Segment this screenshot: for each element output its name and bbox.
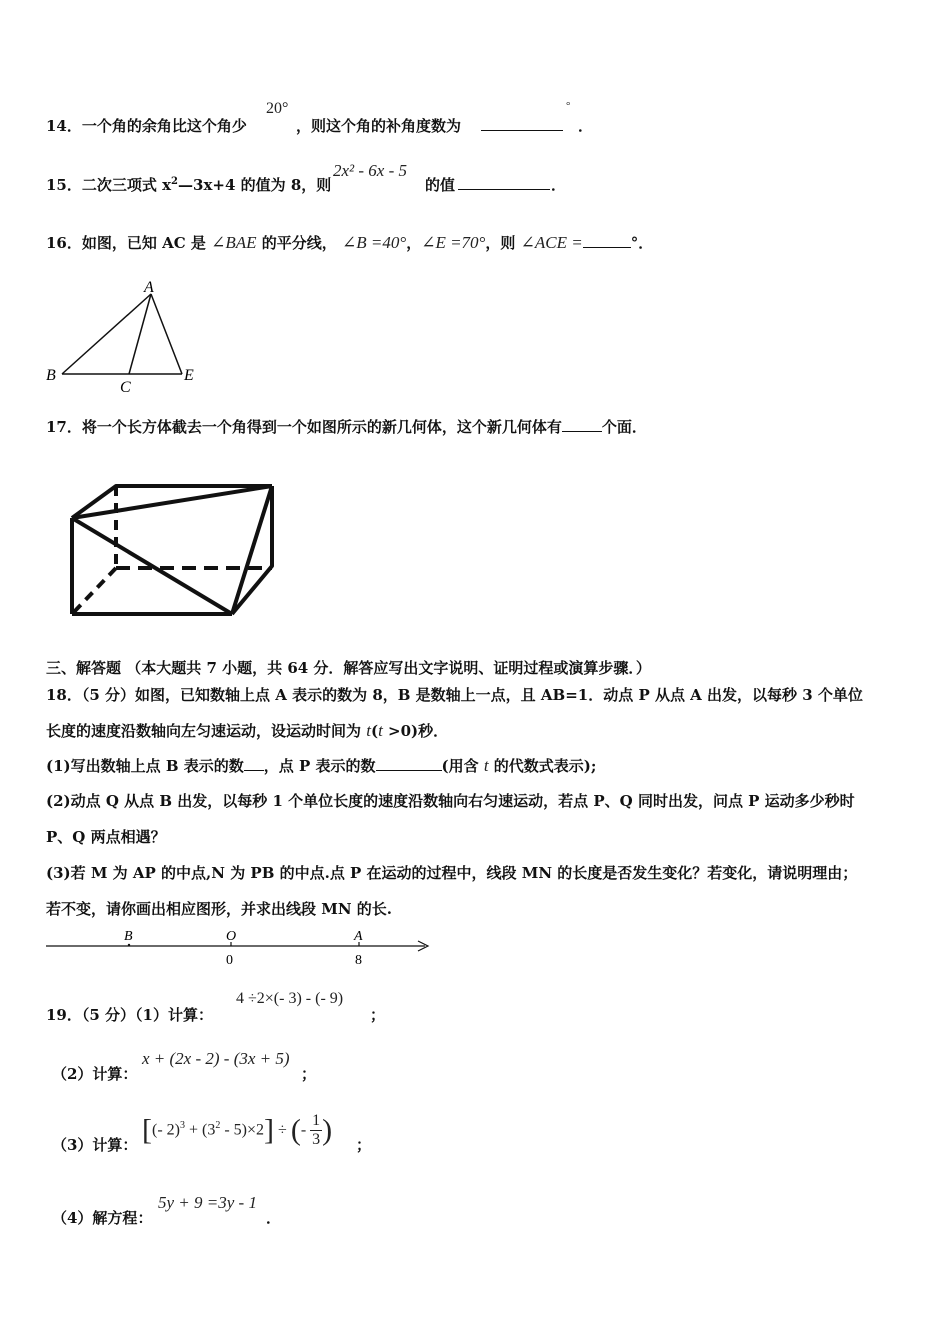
expr3-abs-right: ) xyxy=(322,1113,333,1147)
q19-part2-label: （2）计算： xyxy=(52,1065,138,1083)
q16-angle-ace: ∠ACE = xyxy=(520,233,583,252)
expr3-denominator: 3 xyxy=(312,1131,321,1148)
expr3-abs-left: ( xyxy=(290,1113,301,1147)
q19-expr4-end: ． xyxy=(266,1209,282,1227)
q18-part2-line1: (2)动点 Q 从点 B 出发，以每秒 1 个单位长度的速度沿数轴向右匀速运动，若点 P、Q 同时出发，问点 P 运动多少秒时 xyxy=(46,792,855,810)
q19-expr1-end: ； xyxy=(370,1006,386,1024)
q15-expr: 2x² - 6x - 5 xyxy=(333,161,408,180)
triangle-side-ab xyxy=(62,294,151,374)
q19-expr1: 4 ÷2×(- 3) - (- 9) xyxy=(236,990,344,1007)
expr3-a-sup: 3 xyxy=(179,1119,185,1131)
q17-solid-figure xyxy=(60,476,290,626)
q18-p1d: 的代数式表示); xyxy=(488,757,597,775)
q16-angle-bae: ∠BAE xyxy=(211,233,257,252)
q17-text-after: 个面． xyxy=(601,418,647,436)
q16-angle-e: ∠E =70° xyxy=(421,233,486,252)
label-b: B xyxy=(46,367,56,384)
q17-line xyxy=(46,416,647,437)
axis-value-8: 8 xyxy=(355,953,362,968)
solid-hidden-diagonal xyxy=(72,568,116,614)
q17-text-before: 17．将一个长方体截去一个角得到一个如图所示的新几何体，这个新几何体有 xyxy=(46,418,562,436)
q16-answer-blank[interactable] xyxy=(583,233,631,248)
q14-prefix: 14．一个角的余角比这个角少 xyxy=(46,117,247,135)
q19-part3-label: （3）计算： xyxy=(52,1136,138,1154)
label-e: E xyxy=(184,367,194,384)
q15-answer-blank[interactable] xyxy=(458,175,550,190)
q18-number-line xyxy=(40,926,440,971)
q18-line2b: ( xyxy=(370,722,379,740)
expr3-a: (- 2) xyxy=(152,1121,180,1139)
label-c: C xyxy=(120,379,131,395)
q14-answer-blank[interactable] xyxy=(481,116,563,131)
q18-line2c: >0)秒． xyxy=(382,722,449,740)
q18-p1-t: t xyxy=(483,756,489,775)
q16-angle-b: ∠B =40° xyxy=(342,233,407,252)
q16-middle1: 的平分线， xyxy=(261,234,337,252)
q19-part4-label: （4）解方程： xyxy=(52,1209,153,1227)
point-b xyxy=(128,944,130,946)
q19-expr2-end: ； xyxy=(301,1065,317,1083)
q15-end: ． xyxy=(551,176,567,194)
q15-line xyxy=(46,174,331,195)
q15-prefix: 15．二次三项式 x xyxy=(46,176,172,194)
q18-part2-line2: P、Q 两点相遇？ xyxy=(46,828,166,846)
q19-expr4: 5y + 9 =3y - 1 xyxy=(158,1193,257,1212)
expr3-c: - 5)×2 xyxy=(220,1121,265,1139)
axis-label-o: O xyxy=(226,929,237,944)
section3-title: 三、解答题 （本大题共 7 小题，共 64 分．解答应写出文字说明、证明过程或演算步骤．） xyxy=(46,659,651,677)
q15-sup: 2 xyxy=(171,176,179,187)
q14-line xyxy=(46,115,247,136)
q14-middle: ，则这个角的补角度数为 xyxy=(296,117,462,135)
triangle-side-ae xyxy=(151,294,182,374)
q18-p1c: (用含 xyxy=(441,757,484,775)
label-a: A xyxy=(144,280,154,296)
q18-part1 xyxy=(46,755,596,776)
q18-part3-line1: (3)若 M 为 AP 的中点,N 为 PB 的中点.点 P 在运动的过程中，线段 MN 的长度是否发生变化？若变化，请说明理由； xyxy=(46,864,858,882)
q19-expr2: x + (2x - 2) - (3x + 5) xyxy=(142,1049,290,1068)
q16-comma: ， xyxy=(406,234,422,252)
q18-p1a: (1)写出数轴上点 B 表示的数 xyxy=(46,757,244,775)
q16-middle2: ，则 xyxy=(485,234,516,252)
expr3-divide: ÷ xyxy=(278,1121,287,1139)
expr3-right-bracket: ] xyxy=(264,1113,275,1147)
q18-p1-blank-p[interactable] xyxy=(376,756,442,771)
q18-line1: 18．（5 分）如图，已知数轴上点 A 表示的数为 8，B 是数轴上一点，且 AB=1．动点 P 从点 A 出发，以每秒 3 个单位 xyxy=(46,686,863,704)
q17-answer-blank[interactable] xyxy=(562,417,602,432)
q15-poly: —3x+4 的值为 8，则 xyxy=(178,176,332,194)
expr3-neg: - xyxy=(300,1121,311,1139)
q18-t-var: t xyxy=(366,721,371,740)
expr3-left-bracket: [ xyxy=(142,1113,152,1147)
q18-t-var2: t xyxy=(378,721,383,740)
q18-p1b: ，点 P 表示的数 xyxy=(263,757,376,775)
q19-head: 19．（5 分）（1）计算： xyxy=(46,1006,213,1024)
q18-line2 xyxy=(46,720,448,741)
q16-prefix: 16．如图，已知 AC 是 xyxy=(46,234,206,252)
axis-label-b: B xyxy=(124,929,133,944)
q16-triangle-figure xyxy=(40,280,210,395)
solid-cut-edge-2 xyxy=(232,486,272,614)
expr3-fraction xyxy=(310,1112,322,1149)
triangle-side-ac xyxy=(129,294,151,374)
q14-angle: 20° xyxy=(266,100,289,117)
q19-expr3 xyxy=(142,1112,332,1158)
q14-end: ． xyxy=(578,117,594,135)
q15-suffix: 的值 xyxy=(425,176,456,194)
q19-expr3-end: ； xyxy=(356,1136,372,1154)
expr3-b-sup: 2 xyxy=(215,1119,221,1131)
q18-part3-line2: 若不变，请你画出相应图形，并求出线段 MN 的长. xyxy=(46,900,392,918)
q14-degree-mark: ° xyxy=(566,100,571,112)
q16-end: °． xyxy=(630,234,654,252)
q18-line2a: 长度的速度沿数轴向左匀速运动，设运动时间为 xyxy=(46,722,367,740)
solid-cut-edge-1 xyxy=(72,486,272,518)
q16-line xyxy=(46,232,653,253)
axis-value-0: 0 xyxy=(226,953,233,968)
axis-label-a: A xyxy=(354,929,363,944)
expr3-numerator: 1 xyxy=(312,1112,321,1129)
expr3-b: + (3 xyxy=(184,1121,216,1139)
q18-p1-blank-b[interactable] xyxy=(244,756,264,771)
